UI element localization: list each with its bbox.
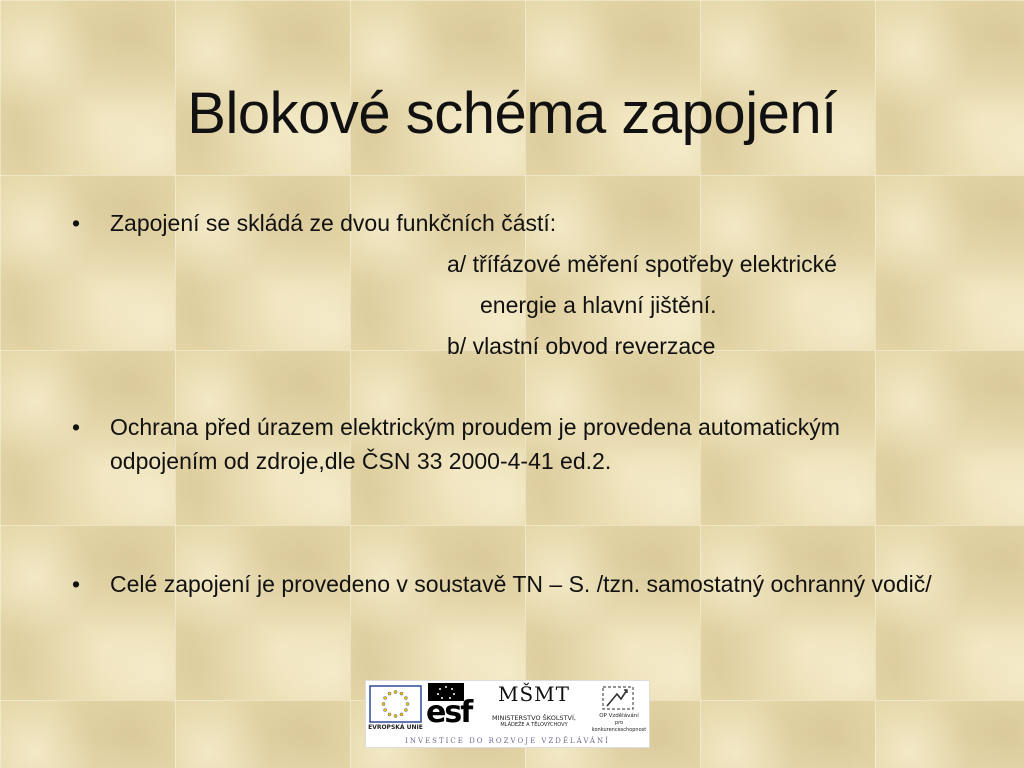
bullet-item-composition (72, 206, 952, 240)
op-vk-icon (591, 684, 647, 712)
bullet-dot: • (72, 571, 81, 597)
eu-flag-icon (368, 684, 423, 724)
eu-flag-logo (368, 684, 423, 732)
bullet-text: Ochrana před úrazem elektrickým proudem je provedena automatickým odpojením od zdroje,dle ČSN 33 2000-4-41 ed.2. (110, 414, 840, 474)
bullet-item-protection (72, 410, 952, 478)
msmt-logo (484, 682, 584, 734)
msmt-monogram: MŠMT (498, 682, 570, 706)
sub-item-b: b/ vlastní obvod reverzace (447, 333, 716, 359)
slide-title: Blokové schéma zapojení (187, 81, 837, 146)
msmt-label-line1: MINISTERSTVO ŠKOLSTVÍ, (492, 714, 576, 722)
op-label-line2: pro konkurenceschopnost (591, 720, 647, 733)
funding-tagline: INVESTICE DO ROZVOJE VZDĚLÁVÁNÍ (405, 737, 610, 745)
eu-label: EVROPSKÁ UNIE (368, 724, 423, 731)
bullet-dot: • (72, 414, 81, 440)
bullet-text: Zapojení se skládá ze dvou funkčních částí: (110, 210, 557, 236)
msmt-label-line2: MLÁDEŽE A TĚLOVÝCHOVY (500, 722, 568, 728)
op-label-line1: OP Vzdělávání (599, 713, 639, 719)
sub-item-a-line2: energie a hlavní jištění. (480, 292, 717, 318)
sub-item-a-line1: a/ třífázové měření spotřeby elektrické (447, 251, 837, 277)
bullet-item-tn-s-system (72, 567, 952, 601)
funding-logo-strip (365, 680, 650, 748)
esf-text: esf (426, 695, 472, 730)
esf-logo (426, 683, 482, 733)
op-vk-logo (591, 684, 647, 734)
bullet-text: Celé zapojení je provedeno v soustavě TN – S. /tzn. samostatný ochranný vodič/ (110, 571, 932, 597)
bullet-dot: • (72, 210, 81, 236)
